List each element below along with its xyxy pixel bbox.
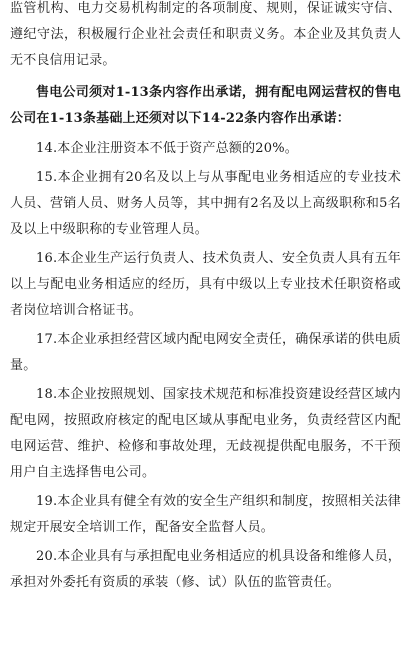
paragraph-commitment-intro: 售电公司须对1-13条内容作出承诺，拥有配电网运营权的售电公司在1-13条基础上还须对以下14-22条内容作出承诺： [10,85,401,126]
paragraph-continuation: 监管机构、电力交易机构制定的各项制度、规则，保证诚实守信、遵纪守法，积极履行企业社会责任和职责义务。本企业及其负责人无不良信用记录。 [10,1,401,68]
paragraph-item-19: 19.本企业具有健全有效的安全生产组织和制度，按照相关法律规定开展安全培训工作，配备安全监督人员。 [10,494,401,535]
paragraph-item-18: 18.本企业按照规划、国家技术规范和标准投资建设经营区域内配电网，按照政府核定的配电区域从事配电业务，负责经营区内配电网运营、维护、检修和事故处理，无歧视提供配电服务，不干预用户自主选择售电公司。 [10,387,401,480]
paragraph-item-17: 17.本企业承担经营区域内配电网安全责任，确保承诺的供电质量。 [10,332,401,373]
paragraph-item-20: 20.本企业具有与承担配电业务相适应的机具设备和维修人员，承担对外委托有资质的承装（修、试）队伍的监管责任。 [10,549,401,590]
paragraph-item-16: 16.本企业生产运行负责人、技术负责人、安全负责人具有五年以上与配电业务相适应的经历，具有中级以上专业技术任职资格或者岗位培训合格证书。 [10,251,401,318]
paragraph-item-14: 14.本企业注册资本不低于资产总额的20%。 [36,141,298,156]
paragraph-item-15: 15.本企业拥有20名及以上与从事配电业务相适应的专业技术人员、营销人员、财务人员等，其中拥有2名及以上高级职称和5名及以上中级职称的专业管理人员。 [10,170,401,237]
